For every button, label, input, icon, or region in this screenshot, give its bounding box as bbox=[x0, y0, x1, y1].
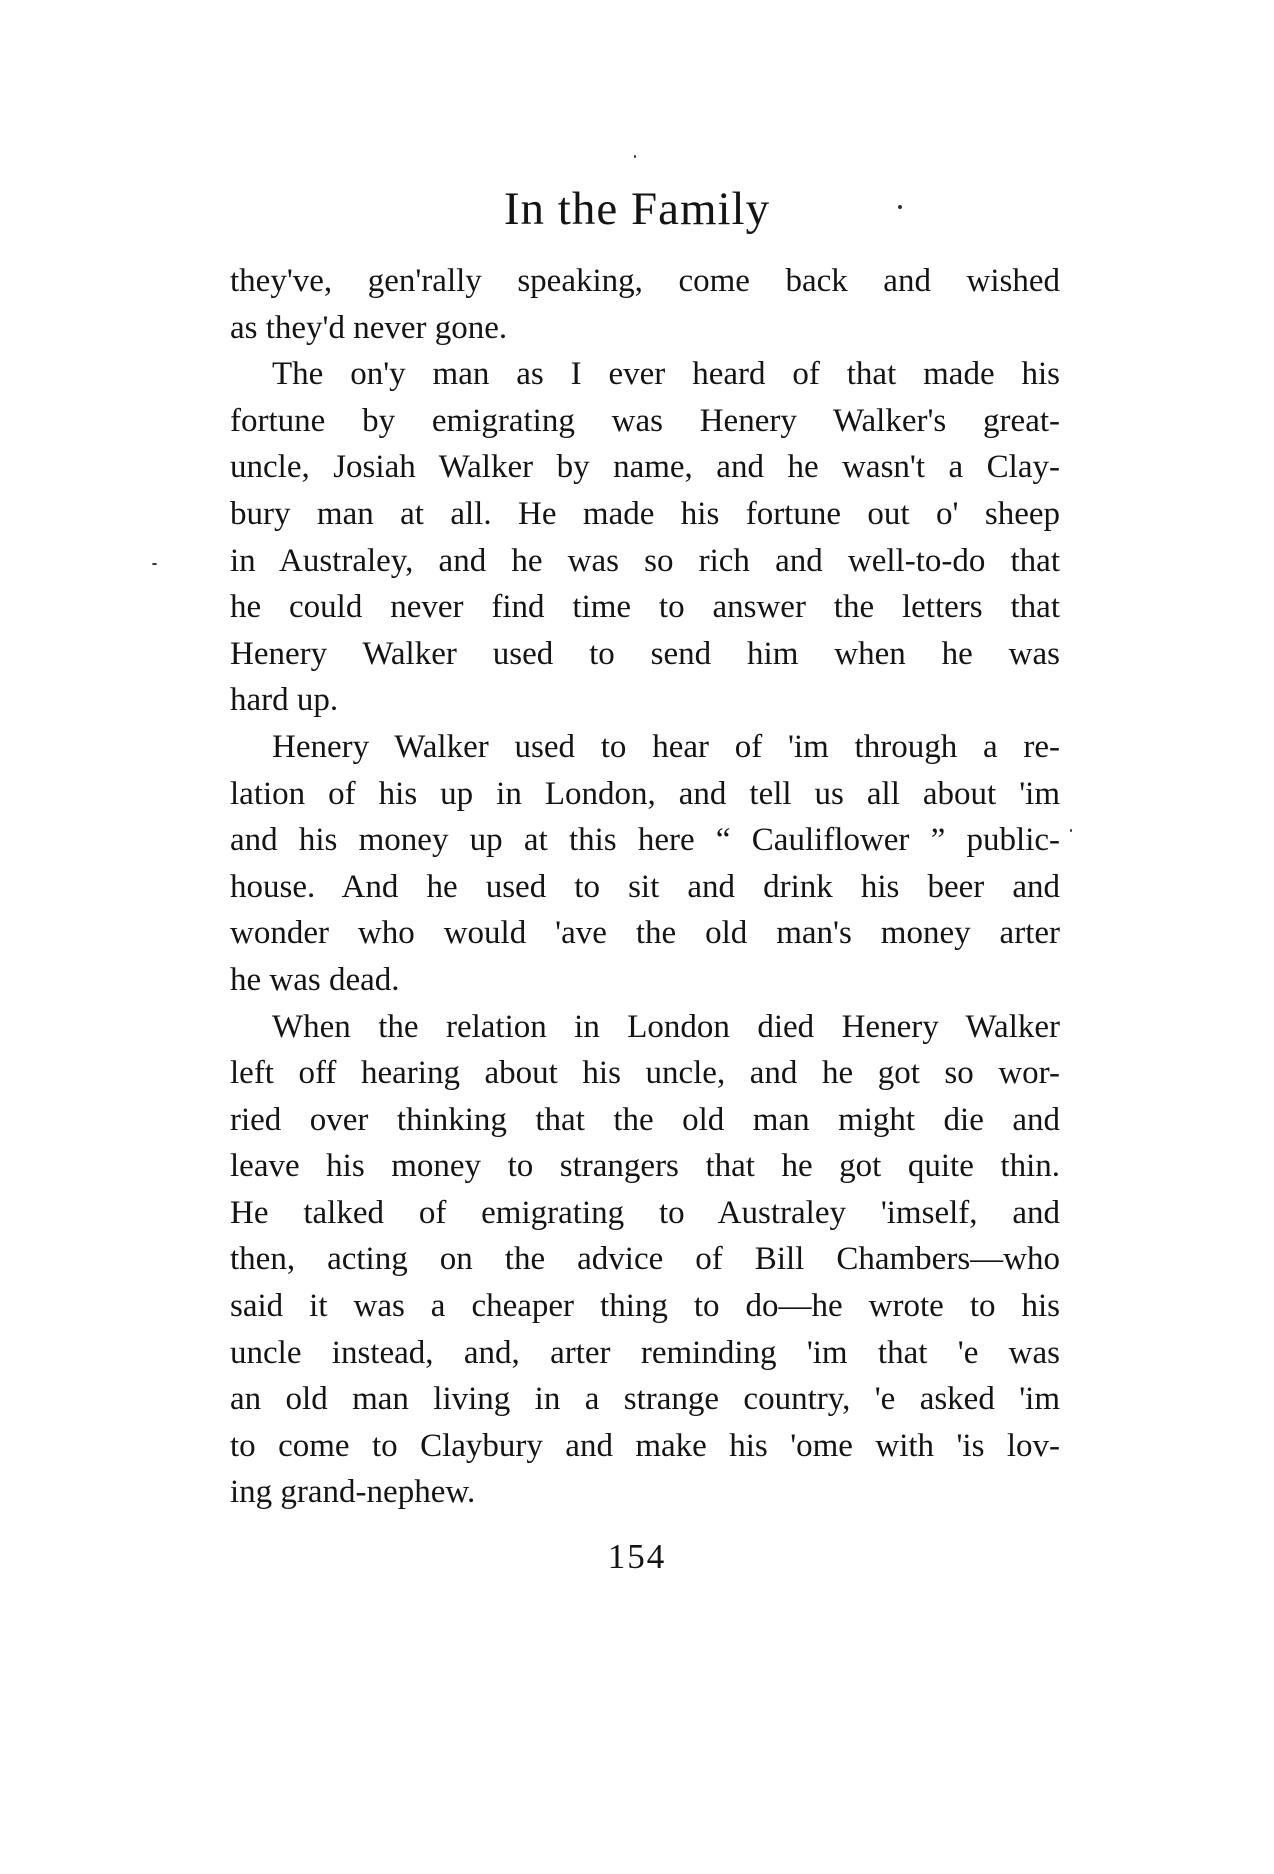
text-line: When the relation in London died Henery Walker bbox=[272, 1008, 1060, 1045]
text-line: they've, gen'rally speaking, come back and wished bbox=[230, 263, 1060, 299]
body-text bbox=[230, 258, 1060, 1516]
text-line: Henery Walker used to hear of 'im through a re- bbox=[272, 728, 1060, 765]
text-line: left off hearing about his uncle, and he got so wor- bbox=[230, 1055, 1060, 1092]
text-line: uncle, Josiah Walker by name, and he wasn't a Clay- bbox=[230, 449, 1060, 486]
text-line: and his money up at this here “ Cauliflower ” public- bbox=[230, 822, 1060, 859]
text-line: he could never find time to answer the letters that bbox=[230, 589, 1060, 626]
text-line: leave his money to strangers that he got quite thin. bbox=[230, 1148, 1060, 1185]
text-line: to come to Claybury and make his 'ome with 'is lov- bbox=[230, 1427, 1060, 1464]
print-speck bbox=[898, 205, 902, 209]
text-line: ried over thinking that the old man might die and bbox=[230, 1101, 1060, 1138]
text-line: hard up. bbox=[230, 682, 339, 719]
running-title: In the Family bbox=[503, 183, 771, 235]
text-line: wonder who would 'ave the old man's money arter bbox=[230, 915, 1060, 952]
text-line: uncle instead, and, arter reminding 'im that 'e was bbox=[230, 1334, 1060, 1371]
text-line: ing grand-nephew. bbox=[230, 1474, 476, 1511]
print-speck bbox=[152, 563, 157, 565]
text-line: an old man living in a strange country, 'e asked 'im bbox=[230, 1381, 1060, 1418]
text-line: as they'd never gone. bbox=[230, 309, 508, 346]
text-line: fortune by emigrating was Henery Walker's great- bbox=[230, 402, 1060, 439]
text-line: lation of his up in London, and tell us all about 'im bbox=[230, 775, 1060, 812]
page-number: 154 bbox=[607, 1537, 667, 1576]
text-line: then, acting on the advice of Bill Chambers—who bbox=[230, 1241, 1060, 1278]
text-line: he was dead. bbox=[230, 961, 400, 998]
print-speck bbox=[634, 155, 636, 158]
text-line: The on'y man as I ever heard of that made his bbox=[272, 356, 1060, 393]
text-line: Henery Walker used to send him when he was bbox=[230, 635, 1060, 672]
print-speck bbox=[1070, 829, 1072, 832]
text-line: in Australey, and he was so rich and well-to-do that bbox=[230, 542, 1060, 579]
text-line: said it was a cheaper thing to do—he wrote to his bbox=[230, 1288, 1060, 1325]
text-line: bury man at all. He made his fortune out o' sheep bbox=[230, 495, 1060, 532]
text-line: He talked of emigrating to Australey 'imself, and bbox=[230, 1194, 1060, 1231]
text-line: house. And he used to sit and drink his beer and bbox=[230, 868, 1060, 905]
